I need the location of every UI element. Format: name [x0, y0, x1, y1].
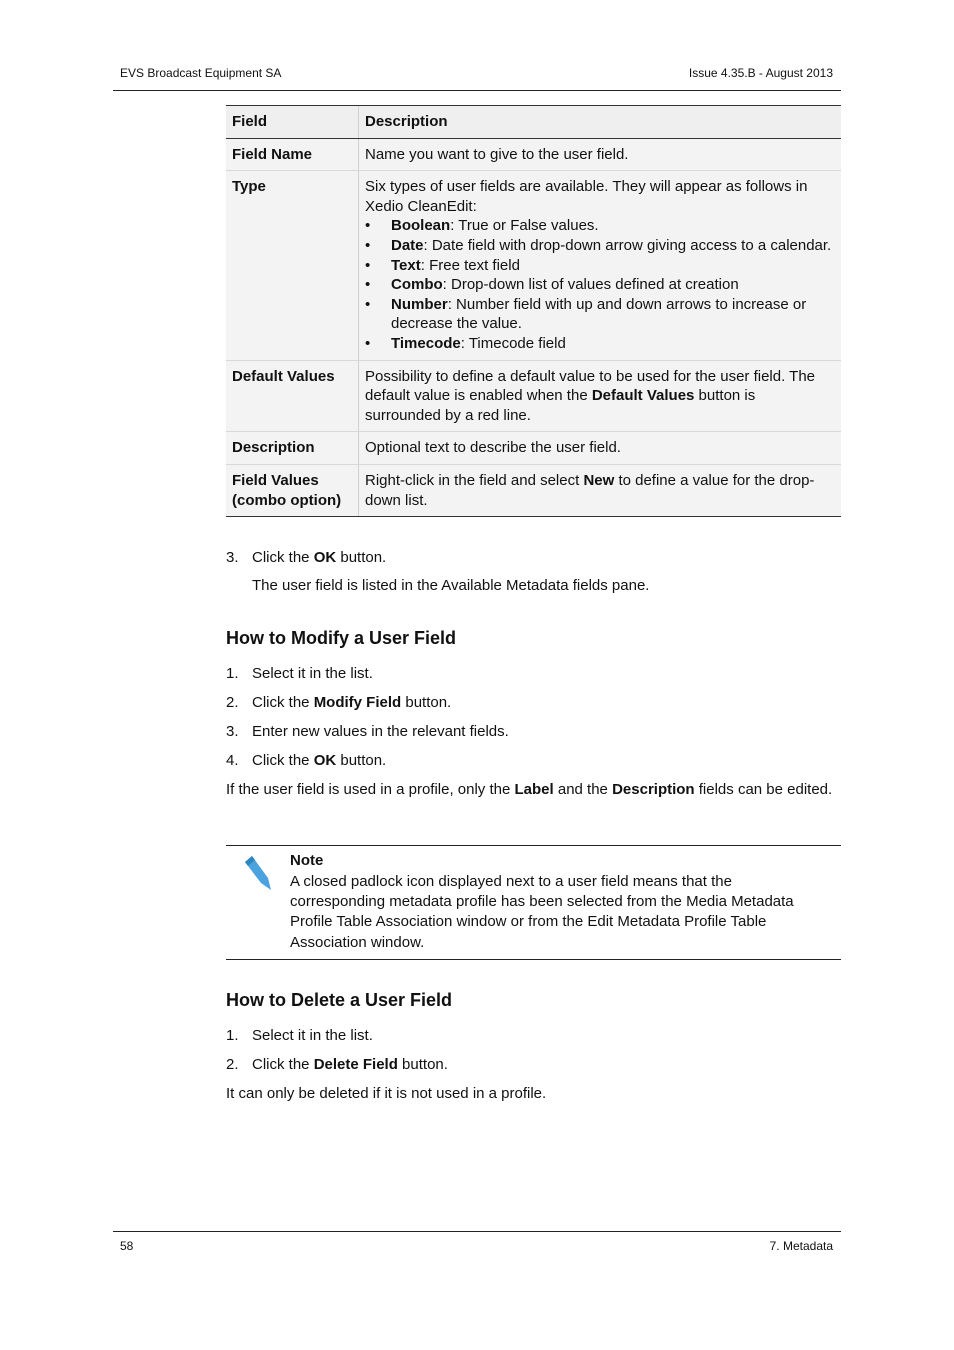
table-row: [226, 171, 841, 360]
row-field: Default Values: [226, 360, 359, 432]
col-description: Description: [359, 106, 842, 139]
list-item: • Date: Date field with drop-down arrow giving access to a calendar.: [365, 236, 832, 254]
row-field: Type: [226, 171, 359, 360]
table-row: [226, 464, 841, 516]
list-item: • Number: Number field with up and down arrows to increase or decrease the value.: [365, 295, 807, 333]
header-issue: Issue 4.35.B - August 2013: [688, 66, 833, 80]
row-field: Field Name: [226, 138, 359, 171]
step-result: The user field is listed in the Available Metadata fields pane.: [252, 577, 650, 594]
type-intro: Six types of user fields are available. They will appear as follows in Xedio CleanEdit:: [365, 178, 808, 215]
page-number: 58: [120, 1239, 134, 1253]
type-list: [365, 216, 835, 353]
row-desc: Optional text to describe the user field.: [359, 432, 842, 465]
user-field-table: [226, 105, 841, 517]
col-field: Field: [226, 106, 359, 139]
row-desc: Possibility to define a default value to be used for the user field. The default value is enabled when the Default Values button is surrounded by a red line.: [359, 360, 842, 432]
page-footer: [113, 1231, 841, 1253]
row-desc: [359, 171, 842, 360]
row-desc: Name you want to give to the user field.: [359, 138, 842, 171]
table-row: [226, 360, 841, 432]
table-row: [226, 138, 841, 171]
table-row: [226, 432, 841, 465]
note-title: Note: [290, 852, 324, 869]
note-text: A closed padlock icon displayed next to a user field means that the corresponding metadata profile has been selected from the Media Metadata Profile Table Association window or from the Edit Metadata Profile Table Association window.: [290, 873, 794, 951]
list-item: • Combo: Drop-down list of values defined at creation: [365, 276, 739, 294]
list-item: • Timecode: Timecode field: [365, 334, 566, 352]
note-box: [226, 845, 841, 960]
page-header: [113, 66, 841, 91]
delete-paragraph: It can only be deleted if it is not used in a profile.: [226, 1085, 547, 1102]
section-title-modify: How to Modify a User Field: [226, 628, 457, 648]
list-item: • Text: Free text field: [365, 256, 520, 274]
header-company: EVS Broadcast Equipment SA: [120, 66, 282, 80]
list-item: • Boolean: True or False values.: [365, 217, 599, 235]
section-title-delete: How to Delete a User Field: [226, 990, 453, 1010]
row-desc: Right-click in the field and select New to define a value for the drop-down list.: [359, 464, 842, 516]
chapter-name: 7. Metadata: [769, 1239, 833, 1253]
row-field: Description: [226, 432, 359, 465]
row-field: Field Values (combo option): [226, 464, 359, 516]
table-header-row: [226, 106, 841, 139]
modify-paragraph: If the user field is used in a profile, only the Label and the Description fields can be edited.: [226, 781, 833, 798]
pencil-icon: [242, 852, 274, 892]
